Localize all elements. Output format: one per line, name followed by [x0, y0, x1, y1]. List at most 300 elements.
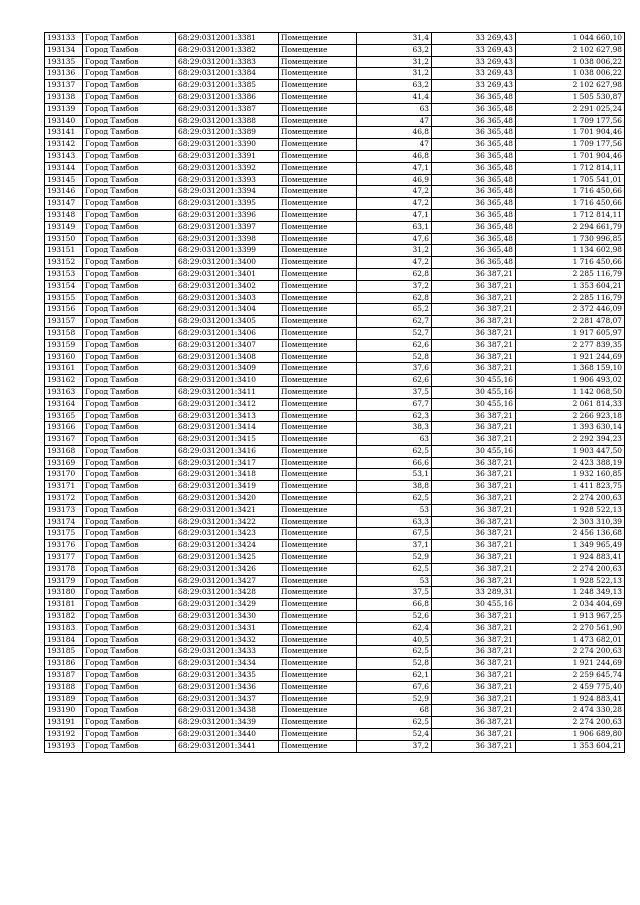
table-row: [45, 162, 625, 174]
object-type-cell: Помещение: [279, 611, 357, 623]
specific-value-cell: 36 387,21: [432, 304, 516, 316]
object-type-cell: Помещение: [279, 634, 357, 646]
specific-value-cell: 36 387,21: [432, 292, 516, 304]
table-row: [45, 646, 625, 658]
locality-cell: Город Тамбов: [83, 56, 176, 68]
locality-cell: Город Тамбов: [83, 410, 176, 422]
cadastral-number-cell: 68:29:0312001:3401: [176, 268, 279, 280]
cadastral-number-cell: 68:29:0312001:3422: [176, 516, 279, 528]
row-number-cell: 193189: [45, 693, 83, 705]
area-cell: 46,9: [357, 174, 432, 186]
area-cell: 47,2: [357, 198, 432, 210]
cadastral-value-cell: 1 473 682,01: [516, 634, 625, 646]
object-type-cell: Помещение: [279, 280, 357, 292]
row-number-cell: 193171: [45, 481, 83, 493]
locality-cell: Город Тамбов: [83, 221, 176, 233]
locality-cell: Город Тамбов: [83, 599, 176, 611]
locality-cell: Город Тамбов: [83, 740, 176, 752]
object-type-cell: Помещение: [279, 575, 357, 587]
area-cell: 53,1: [357, 469, 432, 481]
area-cell: 62,5: [357, 445, 432, 457]
table-row: [45, 563, 625, 575]
specific-value-cell: 36 365,48: [432, 198, 516, 210]
area-cell: 62,5: [357, 563, 432, 575]
area-cell: 63,2: [357, 44, 432, 56]
row-number-cell: 193166: [45, 422, 83, 434]
row-number-cell: 193152: [45, 257, 83, 269]
cadastral-number-cell: 68:29:0312001:3419: [176, 481, 279, 493]
row-number-cell: 193135: [45, 56, 83, 68]
specific-value-cell: 36 387,21: [432, 717, 516, 729]
table-row: [45, 80, 625, 92]
cadastral-value-cell: 1 730 996,85: [516, 233, 625, 245]
area-cell: 62,8: [357, 268, 432, 280]
locality-cell: Город Тамбов: [83, 91, 176, 103]
table-row: [45, 540, 625, 552]
object-type-cell: Помещение: [279, 162, 357, 174]
specific-value-cell: 36 387,21: [432, 646, 516, 658]
object-type-cell: Помещение: [279, 363, 357, 375]
area-cell: 47,1: [357, 209, 432, 221]
area-cell: 63: [357, 434, 432, 446]
locality-cell: Город Тамбов: [83, 540, 176, 552]
object-type-cell: Помещение: [279, 292, 357, 304]
cadastral-value-cell: 2 274 200,63: [516, 646, 625, 658]
specific-value-cell: 36 387,21: [432, 339, 516, 351]
object-type-cell: Помещение: [279, 398, 357, 410]
cadastral-number-cell: 68:29:0312001:3439: [176, 717, 279, 729]
object-type-cell: Помещение: [279, 493, 357, 505]
cadastral-number-cell: 68:29:0312001:3428: [176, 587, 279, 599]
cadastral-value-cell: 2 270 561,90: [516, 622, 625, 634]
cadastral-number-cell: 68:29:0312001:3427: [176, 575, 279, 587]
specific-value-cell: 33 269,43: [432, 68, 516, 80]
row-number-cell: 193164: [45, 398, 83, 410]
locality-cell: Город Тамбов: [83, 257, 176, 269]
cadastral-number-cell: 68:29:0312001:3386: [176, 91, 279, 103]
object-type-cell: Помещение: [279, 469, 357, 481]
locality-cell: Город Тамбов: [83, 563, 176, 575]
object-type-cell: Помещение: [279, 174, 357, 186]
table-row: [45, 351, 625, 363]
cadastral-value-cell: 2 102 627,98: [516, 80, 625, 92]
cadastral-value-cell: 1 142 068,50: [516, 386, 625, 398]
cadastral-value-cell: 1 921 244,69: [516, 658, 625, 670]
specific-value-cell: 36 365,48: [432, 174, 516, 186]
cadastral-value-cell: 1 701 904,46: [516, 127, 625, 139]
cadastral-number-cell: 68:29:0312001:3403: [176, 292, 279, 304]
locality-cell: Город Тамбов: [83, 729, 176, 741]
cadastral-number-cell: 68:29:0312001:3414: [176, 422, 279, 434]
table-row: [45, 280, 625, 292]
table-row: [45, 209, 625, 221]
locality-cell: Город Тамбов: [83, 705, 176, 717]
specific-value-cell: 30 455,16: [432, 599, 516, 611]
specific-value-cell: 36 387,21: [432, 316, 516, 328]
table-row: [45, 363, 625, 375]
object-type-cell: Помещение: [279, 103, 357, 115]
cadastral-number-cell: 68:29:0312001:3400: [176, 257, 279, 269]
locality-cell: Город Тамбов: [83, 528, 176, 540]
object-type-cell: Помещение: [279, 516, 357, 528]
cadastral-value-cell: 1 712 814,11: [516, 209, 625, 221]
row-number-cell: 193163: [45, 386, 83, 398]
object-type-cell: Помещение: [279, 445, 357, 457]
row-number-cell: 193134: [45, 44, 83, 56]
locality-cell: Город Тамбов: [83, 611, 176, 623]
table-row: [45, 375, 625, 387]
specific-value-cell: 36 387,21: [432, 481, 516, 493]
area-cell: 52,8: [357, 658, 432, 670]
area-cell: 31,2: [357, 56, 432, 68]
row-number-cell: 193161: [45, 363, 83, 375]
cadastral-value-cell: 1 134 602,98: [516, 245, 625, 257]
cadastral-number-cell: 68:29:0312001:3438: [176, 705, 279, 717]
locality-cell: Город Тамбов: [83, 422, 176, 434]
locality-cell: Город Тамбов: [83, 681, 176, 693]
cadastral-value-cell: 2 456 136,68: [516, 528, 625, 540]
table-row: [45, 257, 625, 269]
row-number-cell: 193177: [45, 552, 83, 564]
table-row: [45, 587, 625, 599]
area-cell: 62,6: [357, 339, 432, 351]
row-number-cell: 193147: [45, 198, 83, 210]
table-row: [45, 457, 625, 469]
row-number-cell: 193179: [45, 575, 83, 587]
specific-value-cell: 33 289,31: [432, 587, 516, 599]
object-type-cell: Помещение: [279, 552, 357, 564]
row-number-cell: 193192: [45, 729, 83, 741]
area-cell: 62,1: [357, 670, 432, 682]
area-cell: 52,7: [357, 327, 432, 339]
object-type-cell: Помещение: [279, 528, 357, 540]
object-type-cell: Помещение: [279, 622, 357, 634]
object-type-cell: Помещение: [279, 375, 357, 387]
area-cell: 40,5: [357, 634, 432, 646]
row-number-cell: 193160: [45, 351, 83, 363]
specific-value-cell: 36 365,48: [432, 103, 516, 115]
cadastral-number-cell: 68:29:0312001:3412: [176, 398, 279, 410]
cadastral-number-cell: 68:29:0312001:3430: [176, 611, 279, 623]
specific-value-cell: 36 387,21: [432, 729, 516, 741]
cadastral-number-cell: 68:29:0312001:3393: [176, 174, 279, 186]
area-cell: 38,3: [357, 422, 432, 434]
cadastral-number-cell: 68:29:0312001:3388: [176, 115, 279, 127]
area-cell: 37,2: [357, 740, 432, 752]
row-number-cell: 193191: [45, 717, 83, 729]
specific-value-cell: 36 387,21: [432, 740, 516, 752]
cadastral-value-cell: 1 716 450,66: [516, 257, 625, 269]
locality-cell: Город Тамбов: [83, 622, 176, 634]
table-row: [45, 622, 625, 634]
table-row: [45, 33, 625, 45]
cadastral-value-cell: 1 903 447,50: [516, 445, 625, 457]
area-cell: 47,2: [357, 257, 432, 269]
specific-value-cell: 36 387,21: [432, 575, 516, 587]
specific-value-cell: 36 387,21: [432, 670, 516, 682]
cadastral-number-cell: 68:29:0312001:3436: [176, 681, 279, 693]
cadastral-value-cell: 2 285 116,79: [516, 292, 625, 304]
object-type-cell: Помещение: [279, 327, 357, 339]
locality-cell: Город Тамбов: [83, 481, 176, 493]
cadastral-value-cell: 1 248 349,13: [516, 587, 625, 599]
locality-cell: Город Тамбов: [83, 127, 176, 139]
area-cell: 37,6: [357, 363, 432, 375]
specific-value-cell: 36 387,21: [432, 622, 516, 634]
object-type-cell: Помещение: [279, 646, 357, 658]
object-type-cell: Помещение: [279, 186, 357, 198]
row-number-cell: 193185: [45, 646, 83, 658]
object-type-cell: Помещение: [279, 209, 357, 221]
cadastral-value-cell: 1 716 450,66: [516, 198, 625, 210]
cadastral-number-cell: 68:29:0312001:3425: [176, 552, 279, 564]
cadastral-value-cell: 1 038 006,22: [516, 56, 625, 68]
specific-value-cell: 36 387,21: [432, 457, 516, 469]
object-type-cell: Помещение: [279, 705, 357, 717]
table-row: [45, 386, 625, 398]
table-body: [45, 33, 625, 753]
object-type-cell: Помещение: [279, 339, 357, 351]
row-number-cell: 193168: [45, 445, 83, 457]
row-number-cell: 193170: [45, 469, 83, 481]
locality-cell: Город Тамбов: [83, 351, 176, 363]
cadastral-number-cell: 68:29:0312001:3410: [176, 375, 279, 387]
locality-cell: Город Тамбов: [83, 575, 176, 587]
object-type-cell: Помещение: [279, 221, 357, 233]
cadastral-number-cell: 68:29:0312001:3423: [176, 528, 279, 540]
object-type-cell: Помещение: [279, 115, 357, 127]
cadastral-value-cell: 1 349 965,49: [516, 540, 625, 552]
specific-value-cell: 36 365,48: [432, 257, 516, 269]
cadastral-value-cell: 2 303 310,39: [516, 516, 625, 528]
area-cell: 65,2: [357, 304, 432, 316]
object-type-cell: Помещение: [279, 540, 357, 552]
cadastral-number-cell: 68:29:0312001:3402: [176, 280, 279, 292]
locality-cell: Город Тамбов: [83, 150, 176, 162]
area-cell: 62,5: [357, 646, 432, 658]
specific-value-cell: 36 387,21: [432, 268, 516, 280]
table-row: [45, 268, 625, 280]
area-cell: 62,5: [357, 717, 432, 729]
table-row: [45, 44, 625, 56]
table-row: [45, 422, 625, 434]
row-number-cell: 193153: [45, 268, 83, 280]
locality-cell: Город Тамбов: [83, 198, 176, 210]
specific-value-cell: 30 455,16: [432, 398, 516, 410]
specific-value-cell: 36 365,48: [432, 139, 516, 151]
locality-cell: Город Тамбов: [83, 268, 176, 280]
area-cell: 37,5: [357, 587, 432, 599]
specific-value-cell: 36 365,48: [432, 115, 516, 127]
row-number-cell: 193151: [45, 245, 83, 257]
row-number-cell: 193142: [45, 139, 83, 151]
table-row: [45, 139, 625, 151]
area-cell: 52,4: [357, 729, 432, 741]
row-number-cell: 193174: [45, 516, 83, 528]
object-type-cell: Помещение: [279, 304, 357, 316]
row-number-cell: 193136: [45, 68, 83, 80]
cadastral-number-cell: 68:29:0312001:3385: [176, 80, 279, 92]
table-row: [45, 304, 625, 316]
table-row: [45, 292, 625, 304]
cadastral-value-cell: 2 372 446,09: [516, 304, 625, 316]
cadastral-number-cell: 68:29:0312001:3433: [176, 646, 279, 658]
table-row: [45, 634, 625, 646]
specific-value-cell: 36 387,21: [432, 280, 516, 292]
row-number-cell: 193193: [45, 740, 83, 752]
row-number-cell: 193148: [45, 209, 83, 221]
cadastral-value-cell: 2 292 394,23: [516, 434, 625, 446]
cadastral-value-cell: 2 459 775,40: [516, 681, 625, 693]
table-row: [45, 705, 625, 717]
row-number-cell: 193157: [45, 316, 83, 328]
row-number-cell: 193141: [45, 127, 83, 139]
row-number-cell: 193181: [45, 599, 83, 611]
row-number-cell: 193172: [45, 493, 83, 505]
area-cell: 63,3: [357, 516, 432, 528]
row-number-cell: 193190: [45, 705, 83, 717]
row-number-cell: 193167: [45, 434, 83, 446]
area-cell: 63: [357, 103, 432, 115]
object-type-cell: Помещение: [279, 44, 357, 56]
cadastral-value-cell: 2 034 404,69: [516, 599, 625, 611]
table-row: [45, 729, 625, 741]
table-row: [45, 56, 625, 68]
table-row: [45, 327, 625, 339]
cadastral-value-cell: 2 277 839,35: [516, 339, 625, 351]
object-type-cell: Помещение: [279, 587, 357, 599]
locality-cell: Город Тамбов: [83, 339, 176, 351]
object-type-cell: Помещение: [279, 91, 357, 103]
cadastral-number-cell: 68:29:0312001:3396: [176, 209, 279, 221]
row-number-cell: 193175: [45, 528, 83, 540]
cadastral-value-cell: 1 705 541,01: [516, 174, 625, 186]
area-cell: 66,8: [357, 599, 432, 611]
row-number-cell: 193159: [45, 339, 83, 351]
table-row: [45, 198, 625, 210]
row-number-cell: 193140: [45, 115, 83, 127]
row-number-cell: 193162: [45, 375, 83, 387]
object-type-cell: Помещение: [279, 245, 357, 257]
cadastral-number-cell: 68:29:0312001:3382: [176, 44, 279, 56]
table-row: [45, 398, 625, 410]
cadastral-number-cell: 68:29:0312001:3426: [176, 563, 279, 575]
object-type-cell: Помещение: [279, 681, 357, 693]
cadastral-value-cell: 1 709 177,56: [516, 139, 625, 151]
table-row: [45, 516, 625, 528]
object-type-cell: Помещение: [279, 68, 357, 80]
row-number-cell: 193145: [45, 174, 83, 186]
specific-value-cell: 33 269,43: [432, 56, 516, 68]
specific-value-cell: 33 269,43: [432, 33, 516, 45]
object-type-cell: Помещение: [279, 717, 357, 729]
row-number-cell: 193146: [45, 186, 83, 198]
object-type-cell: Помещение: [279, 457, 357, 469]
object-type-cell: Помещение: [279, 740, 357, 752]
specific-value-cell: 36 387,21: [432, 410, 516, 422]
area-cell: 62,3: [357, 410, 432, 422]
locality-cell: Город Тамбов: [83, 658, 176, 670]
row-number-cell: 193165: [45, 410, 83, 422]
cadastral-value-table: [44, 32, 625, 753]
cadastral-value-cell: 1 353 604,21: [516, 280, 625, 292]
area-cell: 47: [357, 139, 432, 151]
cadastral-value-cell: 1 712 814,11: [516, 162, 625, 174]
locality-cell: Город Тамбов: [83, 646, 176, 658]
object-type-cell: Помещение: [279, 410, 357, 422]
specific-value-cell: 36 387,21: [432, 693, 516, 705]
table-row: [45, 658, 625, 670]
table-row: [45, 410, 625, 422]
locality-cell: Город Тамбов: [83, 398, 176, 410]
locality-cell: Город Тамбов: [83, 80, 176, 92]
specific-value-cell: 36 365,48: [432, 91, 516, 103]
table-row: [45, 221, 625, 233]
table-row: [45, 127, 625, 139]
cadastral-number-cell: 68:29:0312001:3384: [176, 68, 279, 80]
area-cell: 47,6: [357, 233, 432, 245]
cadastral-value-cell: 1 906 493,02: [516, 375, 625, 387]
table-row: [45, 611, 625, 623]
table-row: [45, 233, 625, 245]
specific-value-cell: 36 387,21: [432, 705, 516, 717]
locality-cell: Город Тамбов: [83, 363, 176, 375]
table-row: [45, 186, 625, 198]
row-number-cell: 193138: [45, 91, 83, 103]
area-cell: 37,2: [357, 280, 432, 292]
object-type-cell: Помещение: [279, 693, 357, 705]
locality-cell: Город Тамбов: [83, 327, 176, 339]
table-row: [45, 150, 625, 162]
area-cell: 62,8: [357, 292, 432, 304]
cadastral-number-cell: 68:29:0312001:3395: [176, 198, 279, 210]
cadastral-value-cell: 1 924 883,41: [516, 552, 625, 564]
locality-cell: Город Тамбов: [83, 280, 176, 292]
area-cell: 62,5: [357, 493, 432, 505]
area-cell: 67,6: [357, 681, 432, 693]
cadastral-number-cell: 68:29:0312001:3389: [176, 127, 279, 139]
cadastral-number-cell: 68:29:0312001:3417: [176, 457, 279, 469]
area-cell: 31,2: [357, 68, 432, 80]
cadastral-number-cell: 68:29:0312001:3409: [176, 363, 279, 375]
cadastral-value-cell: 1 932 160,85: [516, 469, 625, 481]
object-type-cell: Помещение: [279, 504, 357, 516]
cadastral-number-cell: 68:29:0312001:3431: [176, 622, 279, 634]
table-row: [45, 717, 625, 729]
locality-cell: Город Тамбов: [83, 139, 176, 151]
cadastral-number-cell: 68:29:0312001:3424: [176, 540, 279, 552]
table-row: [45, 481, 625, 493]
cadastral-number-cell: 68:29:0312001:3434: [176, 658, 279, 670]
area-cell: 52,9: [357, 552, 432, 564]
row-number-cell: 193155: [45, 292, 83, 304]
locality-cell: Город Тамбов: [83, 552, 176, 564]
cadastral-value-cell: 2 274 200,63: [516, 563, 625, 575]
cadastral-number-cell: 68:29:0312001:3435: [176, 670, 279, 682]
table-row: [45, 91, 625, 103]
row-number-cell: 193182: [45, 611, 83, 623]
area-cell: 68: [357, 705, 432, 717]
area-cell: 67,5: [357, 528, 432, 540]
cadastral-number-cell: 68:29:0312001:3407: [176, 339, 279, 351]
object-type-cell: Помещение: [279, 150, 357, 162]
locality-cell: Город Тамбов: [83, 375, 176, 387]
specific-value-cell: 30 455,16: [432, 386, 516, 398]
object-type-cell: Помещение: [279, 670, 357, 682]
specific-value-cell: 36 387,21: [432, 493, 516, 505]
specific-value-cell: 36 387,21: [432, 528, 516, 540]
row-number-cell: 193139: [45, 103, 83, 115]
